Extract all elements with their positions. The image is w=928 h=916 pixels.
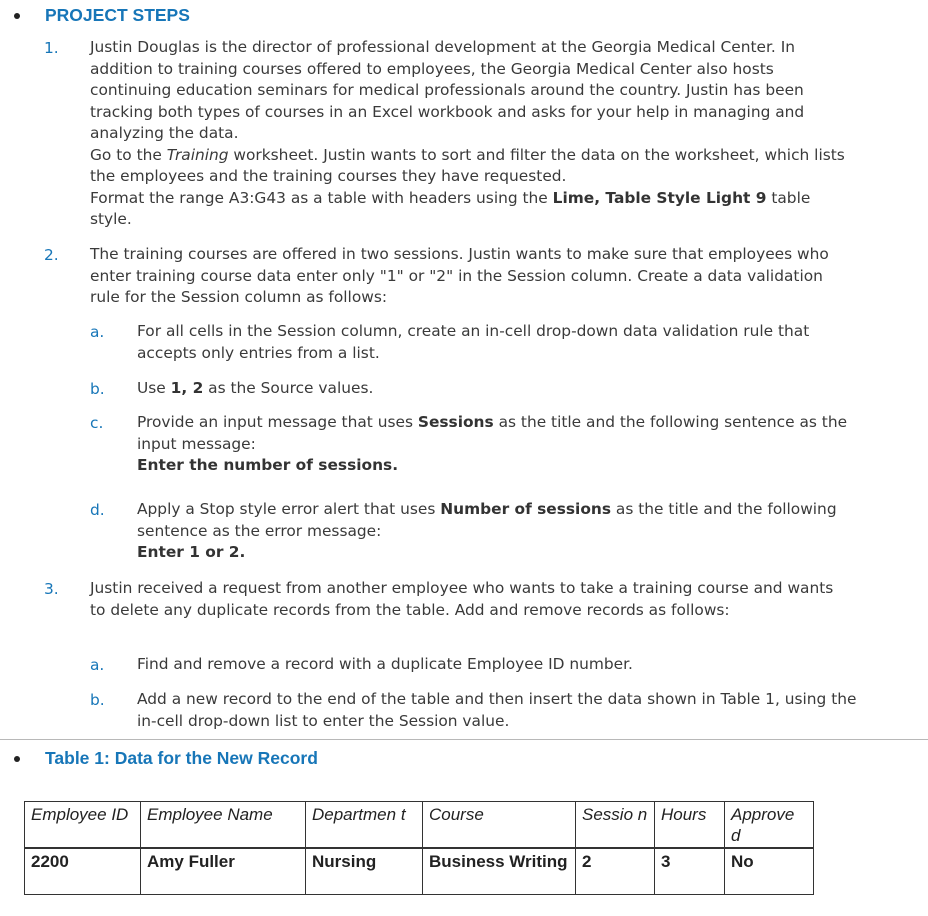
step-1-format-text: Format the range A3:G43 as a table with headers using the Lime, Table Style Light 9 table style.	[90, 188, 811, 228]
bullet-icon	[14, 756, 20, 762]
step-2d-bold-line: Enter 1 or 2.	[137, 543, 246, 561]
bullet-icon	[14, 13, 20, 19]
step-2c-bold-line: Enter the number of sessions.	[137, 456, 399, 474]
step-3b-text: Add a new record to the end of the table and then insert the data shown in Table 1, using the in-cell drop-down list to enter the Session value.	[137, 690, 857, 730]
step-2c-label: c.	[90, 414, 104, 432]
cell-department: Nursing	[306, 848, 423, 895]
section-divider	[0, 739, 928, 740]
step-2-number: 2.	[44, 246, 59, 264]
header-department: Departmen t	[306, 802, 423, 849]
table-row	[25, 848, 814, 895]
step-3-number: 3.	[44, 580, 59, 598]
table-header-row	[25, 802, 814, 849]
step-3-text: Justin received a request from another employee who wants to take a training course and wants to delete any duplicate records from the table. Add and remove records as follows:	[90, 579, 834, 619]
cell-course: Business Writing	[423, 848, 576, 895]
header-approved: Approve d	[725, 802, 814, 849]
section-title-table-1: Table 1: Data for the New Record	[45, 748, 318, 768]
step-2c-text: Provide an input message that uses Sessions as the title and the following sentence as the input message: Enter the number of sessions.	[137, 413, 848, 474]
cell-employee-id: 2200	[25, 848, 141, 895]
step-2a-text: For all cells in the Session column, create an in-cell drop-down data validation rule that accepts only entries from a list.	[137, 322, 810, 362]
cell-approved: No	[725, 848, 814, 895]
step-1-intro-text: Justin Douglas is the director of professional development at the Georgia Medical Center. In addition to training courses offered to employees, the Georgia Medical Center also hosts continuing education seminars for medical professionals around the country. Justin has been tracking both types of courses in an Excel workbook and asks for your help in managing and analyzing the data.	[90, 38, 805, 142]
header-course: Course	[423, 802, 576, 849]
step-1-number: 1.	[44, 39, 59, 57]
header-hours: Hours	[655, 802, 725, 849]
step-1-paragraph	[90, 37, 850, 231]
step-2d-text: Apply a Stop style error alert that uses Number of sessions as the title and the following sentence as the error message: Enter 1 or 2.	[137, 500, 837, 561]
step-2-text: The training courses are offered in two sessions. Justin wants to make sure that employees who enter training course data enter only "1" or "2" in the Session column. Create a data validation rule for the Session column as follows:	[90, 245, 829, 306]
step-2a-label: a.	[90, 323, 105, 341]
step-2b-text: Use 1, 2 as the Source values.	[137, 379, 374, 397]
header-employee-id: Employee ID	[25, 802, 141, 849]
step-2b-label: b.	[90, 380, 105, 398]
step-3a-label: a.	[90, 656, 105, 674]
header-employee-name: Employee Name	[141, 802, 306, 849]
new-record-table	[24, 801, 814, 895]
cell-hours: 3	[655, 848, 725, 895]
step-2d-label: d.	[90, 501, 105, 519]
cell-session: 2	[576, 848, 655, 895]
header-session: Sessio n	[576, 802, 655, 849]
step-3b-label: b.	[90, 691, 105, 709]
step-3a-text: Find and remove a record with a duplicate Employee ID number.	[137, 655, 633, 673]
cell-employee-name: Amy Fuller	[141, 848, 306, 895]
section-title-project-steps: PROJECT STEPS	[45, 5, 190, 25]
step-1-goto-text: Go to the Training worksheet. Justin wants to sort and filter the data on the worksheet, which lists the employees and the training courses they have requested.	[90, 145, 845, 185]
